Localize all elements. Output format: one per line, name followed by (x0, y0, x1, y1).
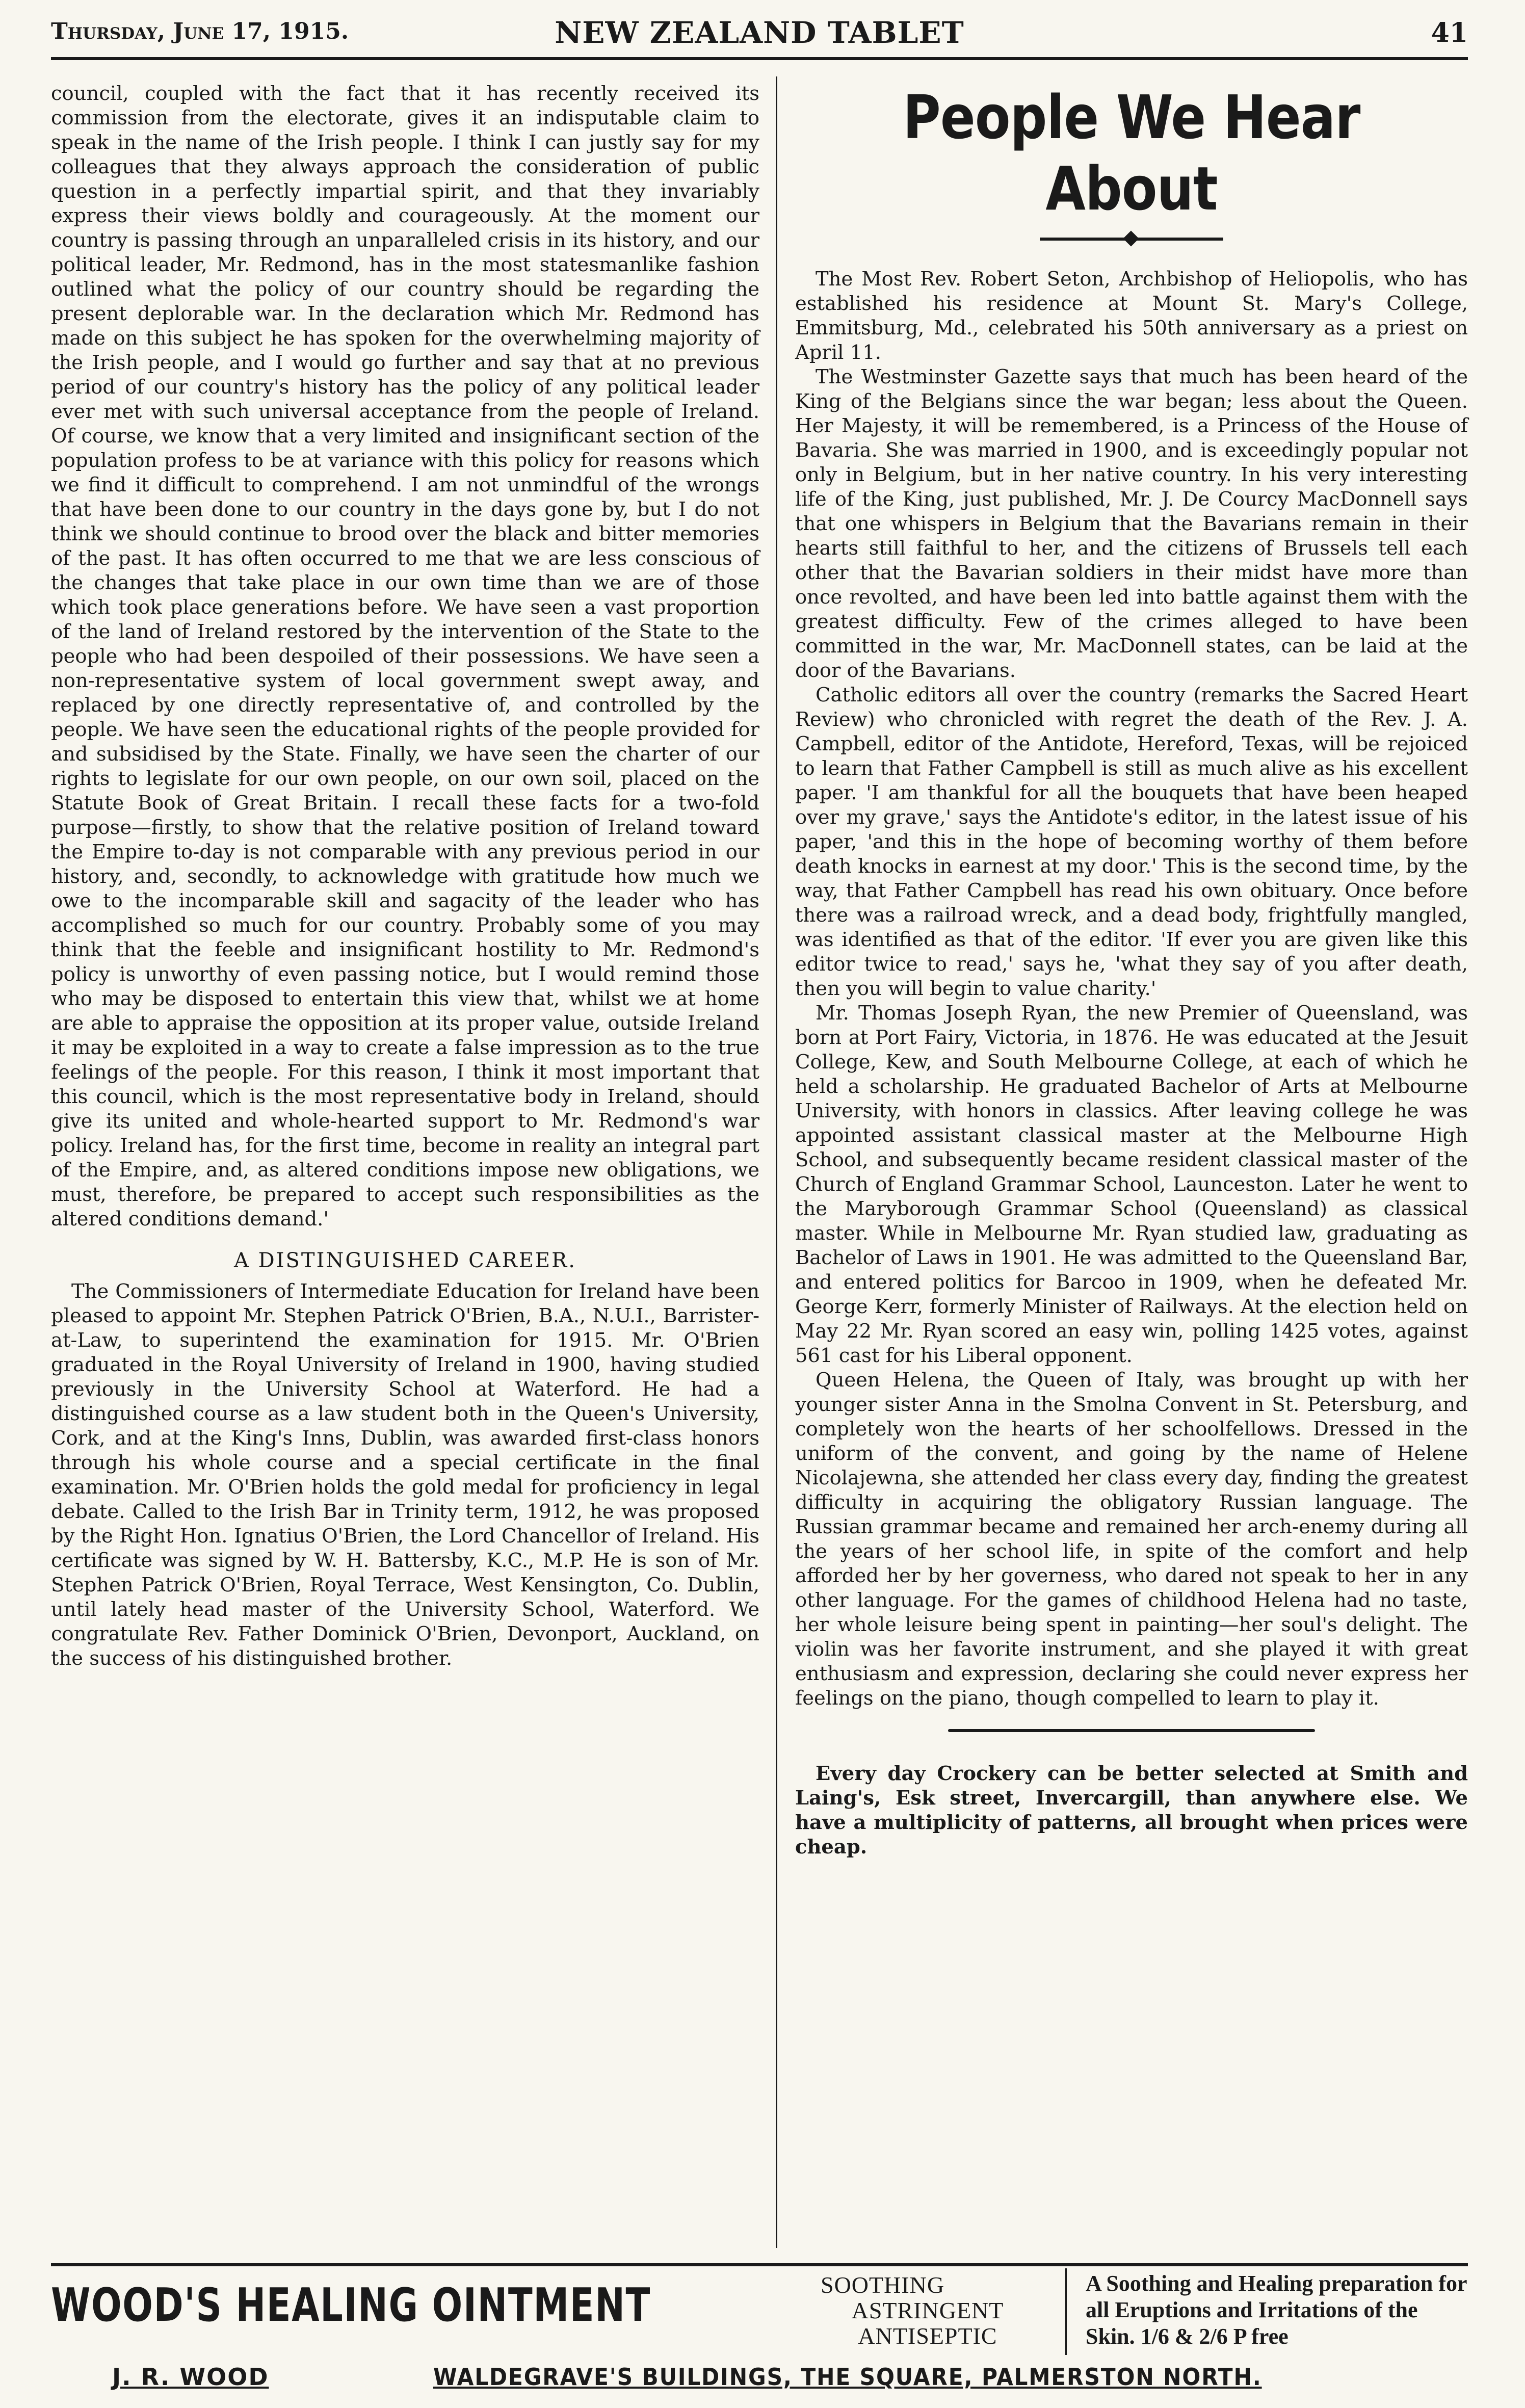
ornament-diamond-icon (1123, 230, 1139, 246)
publication-title: NEW ZEALAND TABLET (555, 15, 964, 50)
ad-quality: ASTRINGENT (851, 2297, 1004, 2323)
header-rule (51, 57, 1468, 60)
ad-brand: WOOD'S HEALING OINTMENT (51, 2279, 651, 2332)
ad-divider (1065, 2268, 1067, 2355)
news-item: Queen Helena, the Queen of Italy, was brought up with her younger sister Anna in the Smolna Convent in St. Petersburg, and completely won the hearts of her schoolfellows. Dressed in the uniform of the convent, and going by the name of Helene Nicolajewna, she attended her class every day, finding the greatest difficulty in acquiring the obligatory Russian language. The Russian grammar became and remained her arch-enemy during all the years of her school life, in spite of the comfort and help afforded her by her governess, who dared not speak to her in any other language. For the games of childhood Helena had no taste, her whole leisure being spent in painting—her soul's delight. The violin was her favorite instrument, and she played it with great enthusiasm and expression, declaring she could never express her feelings on the piano, though compelled to learn to play it. (795, 1369, 1468, 1710)
section-separator (795, 1721, 1468, 1741)
section-subhead: A DISTINGUISHED CAREER. (234, 1249, 576, 1272)
news-item: The Westminster Gazette says that much has been heard of the King of the Belgians since the war began; less about the Queen. Her Majesty, it will be remembered, is a Princess of the House of Bavaria. She was married in 1900, and is exceedingly popular not only in Belgium, but in her native country. In his very interesting life of the King, just published, Mr. J. De Courcy MacDonnell says that one whispers in Belgium that the Bavarians remain in their hearts still faithful to her, and the citizens of Brussels tell each other that the Bavarian soldiers in their midst have more than once revolted, and have been led into battle against them with the greatest difficulty. Few of the crimes alleged to have been committed in the war, Mr. MacDonnell states, can be laid at the door of the Bavarians. (795, 365, 1468, 682)
article-paragraph: The Commissioners of Intermediate Education for Ireland have been pleased to appoint Mr. Stephen Patrick O'Brien, B.A., N.U.I., Barrister-at-Law, to superintend the examination for 1915. Mr. O'Brien graduated in the Royal University of Ireland in 1900, having studied previously in the University School at Waterford. He had a distinguished course as a law student both in the Queen's University, Cork, and at the King's Inns, Dublin, was awarded first-class honors through his whole course and a special certificate in the final examination. Mr. O'Brien holds the gold medal for proficiency in legal debate. Called to the Irish Bar in Trinity term, 1912, he was proposed by the Right Hon. Ignatius O'Brien, the Lord Chancellor of Ireland. His certificate was signed by W. H. Battersby, K.C., M.P. He is son of Mr. Stephen Patrick O'Brien, Royal Terrace, West Kensington, Co. Dublin, until lately head master of the University School, Waterford. We congratulate Rev. Father Dominick O'Brien, Devonport, Auckland, on the success of his distinguished brother. (51, 1280, 759, 1670)
running-head (51, 15, 1468, 56)
right-column (795, 82, 1468, 1860)
ad-address: WALDEGRAVE'S BUILDINGS, THE SQUARE, PALMERSTON NORTH. (433, 2363, 1262, 2391)
page-number: 41 (1431, 17, 1468, 48)
ad-top-rule (51, 2263, 1468, 2266)
news-item: The Most Rev. Robert Seton, Archbishop of Heliopolis, who has established his residence at Mount St. Mary's College, Emmitsburg, Md., celebrated his 50th anniversary as a priest on April 11. (795, 268, 1468, 364)
issue-date: Thursday, June 17, 1915. (51, 18, 349, 44)
column-divider (776, 76, 777, 2248)
news-item: Catholic editors all over the country (remarks the Sacred Heart Review) who chronicled with regret the death of the Rev. J. A. Campbell, editor of the Antidote, Hereford, Texas, will be rejoiced to learn that Father Campbell is still as much alive as his excellent paper. 'I am thankful for all the bouquets that have been heaped over my grave,' says the Antidote's editor, in the latest issue of his paper, 'and this in the hope of becoming worthy of them before death knocks in earnest at my door.' This is the second time, by the way, that Father Campbell has read his own obituary. Once before there was a railroad wreck, and a dead body, frightfully mangled, was identified as that of the editor. 'If ever you are given like this editor twice to read,' says he, 'what they say of you after death, then you will begin to value charity.' (795, 684, 1468, 1000)
article-continuation: council, coupled with the fact that it has recently received its commission from the electorate, gives it an indisputable claim to speak in the name of the Irish people. I think I can justly say for my colleagues that they always approach the consideration of public question in a perfectly impartial spirit, and that they invariably express their views boldly and courageously. At the moment our country is passing through an unparalleled crisis in its history, and our political leader, Mr. Redmond, has in the most statesmanlike fashion outlined what the policy of our country should be regarding the present deplorable war. In the declaration which Mr. Redmond has made on this subject he has spoken for the overwhelming majority of the Irish people, and I would go further and say that at no previous period of our country's history has the policy of any political leader ever met with such universal acceptance from the people of Ireland. Of course, we know that a very limited and insignificant section of the population profess to be at variance with this policy for reasons which we find it difficult to comprehend. I am not unmindful of the wrongs that have been done to our country in the days gone by, but I do not think we should continue to brood over the black and bitter memories of the past. It has often occurred to me that we are less conscious of the changes that take place in our own time than we are of those which took place generations before. We have seen a vast proportion of the land of Ireland restored by the intervention of the State to the people who had been despoiled of their possessions. We have seen a non-representative system of local government swept away, and replaced by one directly representative of, and controlled by the people. We have seen the educational rights of the people provided for and subsidised by the State. Finally, we have seen the charter of our rights to legislate for our own people, on our own soil, placed on the Statute Book of Great Britain. I recall these facts for a two-fold purpose—firstly, to show that the relative position of Ireland toward the Empire to-day is not comparable with any previous period in our history, and, secondly, to acknowledge with gratitude how much we owe to the incomparable skill and sagacity of the leader who has accomplished so much for our country. Probably some of you may think that the feeble and insignificant hostility to Mr. Redmond's policy is unworthy of even passing notice, but I would remind those who may be disposed to entertain this view that, whilst we at home are able to appraise the opposition at its proper value, outside Ireland it may be exploited in a way to create a false impression as to the true feelings of the people. For this reason, I think it most important that this council, which is the most representative body in Ireland, should give its united and whole-hearted support to Mr. Redmond's war policy. Ireland has, for the first time, become in reality an integral part of the Empire, and, as altered conditions impose new obligations, we must, therefore, be prepared to accept such responsibilities as the altered conditions demand.' (51, 82, 759, 1231)
advertisement (51, 2263, 1468, 2391)
left-column (51, 82, 759, 1671)
ad-proprietor: J. R. WOOD (112, 2363, 269, 2391)
ad-quality: ANTISEPTIC (858, 2323, 997, 2349)
ad-qualities (821, 2272, 1035, 2349)
news-item: Mr. Thomas Joseph Ryan, the new Premier of Queensland, was born at Port Fairy, Victoria, in 1876. He was educated at the Jesuit College, Kew, and South Melbourne College, at each of which he held a scholarship. He graduated Bachelor of Arts at Melbourne University, with honors in classics. After leaving college he was appointed assistant classical master at the Melbourne High School, and subsequently became resident classical master of the Church of England Grammar School, Launceston. Later he went to the Maryborough Grammar School (Queensland) as classical master. While in Melbourne Mr. Ryan studied law, graduating as Bachelor of Laws in 1901. He was admitted to the Queensland Bar, and entered politics for Barcoo in 1909, when he defeated Mr. George Kerr, formerly Minister of Railways. At the election held on May 22 Mr. Ryan scored an easy win, polling 1425 votes, against 561 cast for his Liberal opponent. (795, 1002, 1468, 1367)
title-ornament (795, 226, 1468, 252)
ad-footer (51, 2363, 1468, 2391)
ad-description: A Soothing and Healing preparation for all Eruptions and Irritations of the Skin. 1/6 & 2/6 P free (1086, 2271, 1467, 2349)
ad-quality: SOOTHING (821, 2272, 945, 2298)
crockery-notice (795, 1762, 1468, 1860)
feature-title: People We Hear About (903, 82, 1360, 224)
notice-text: Every day Crockery can be better selected at Smith and Laing's, Esk street, Invercargill, than anywhere else. We have a multiplicity of patterns, all brought when prices were cheap. (795, 1762, 1468, 1859)
separator-line (948, 1729, 1315, 1732)
